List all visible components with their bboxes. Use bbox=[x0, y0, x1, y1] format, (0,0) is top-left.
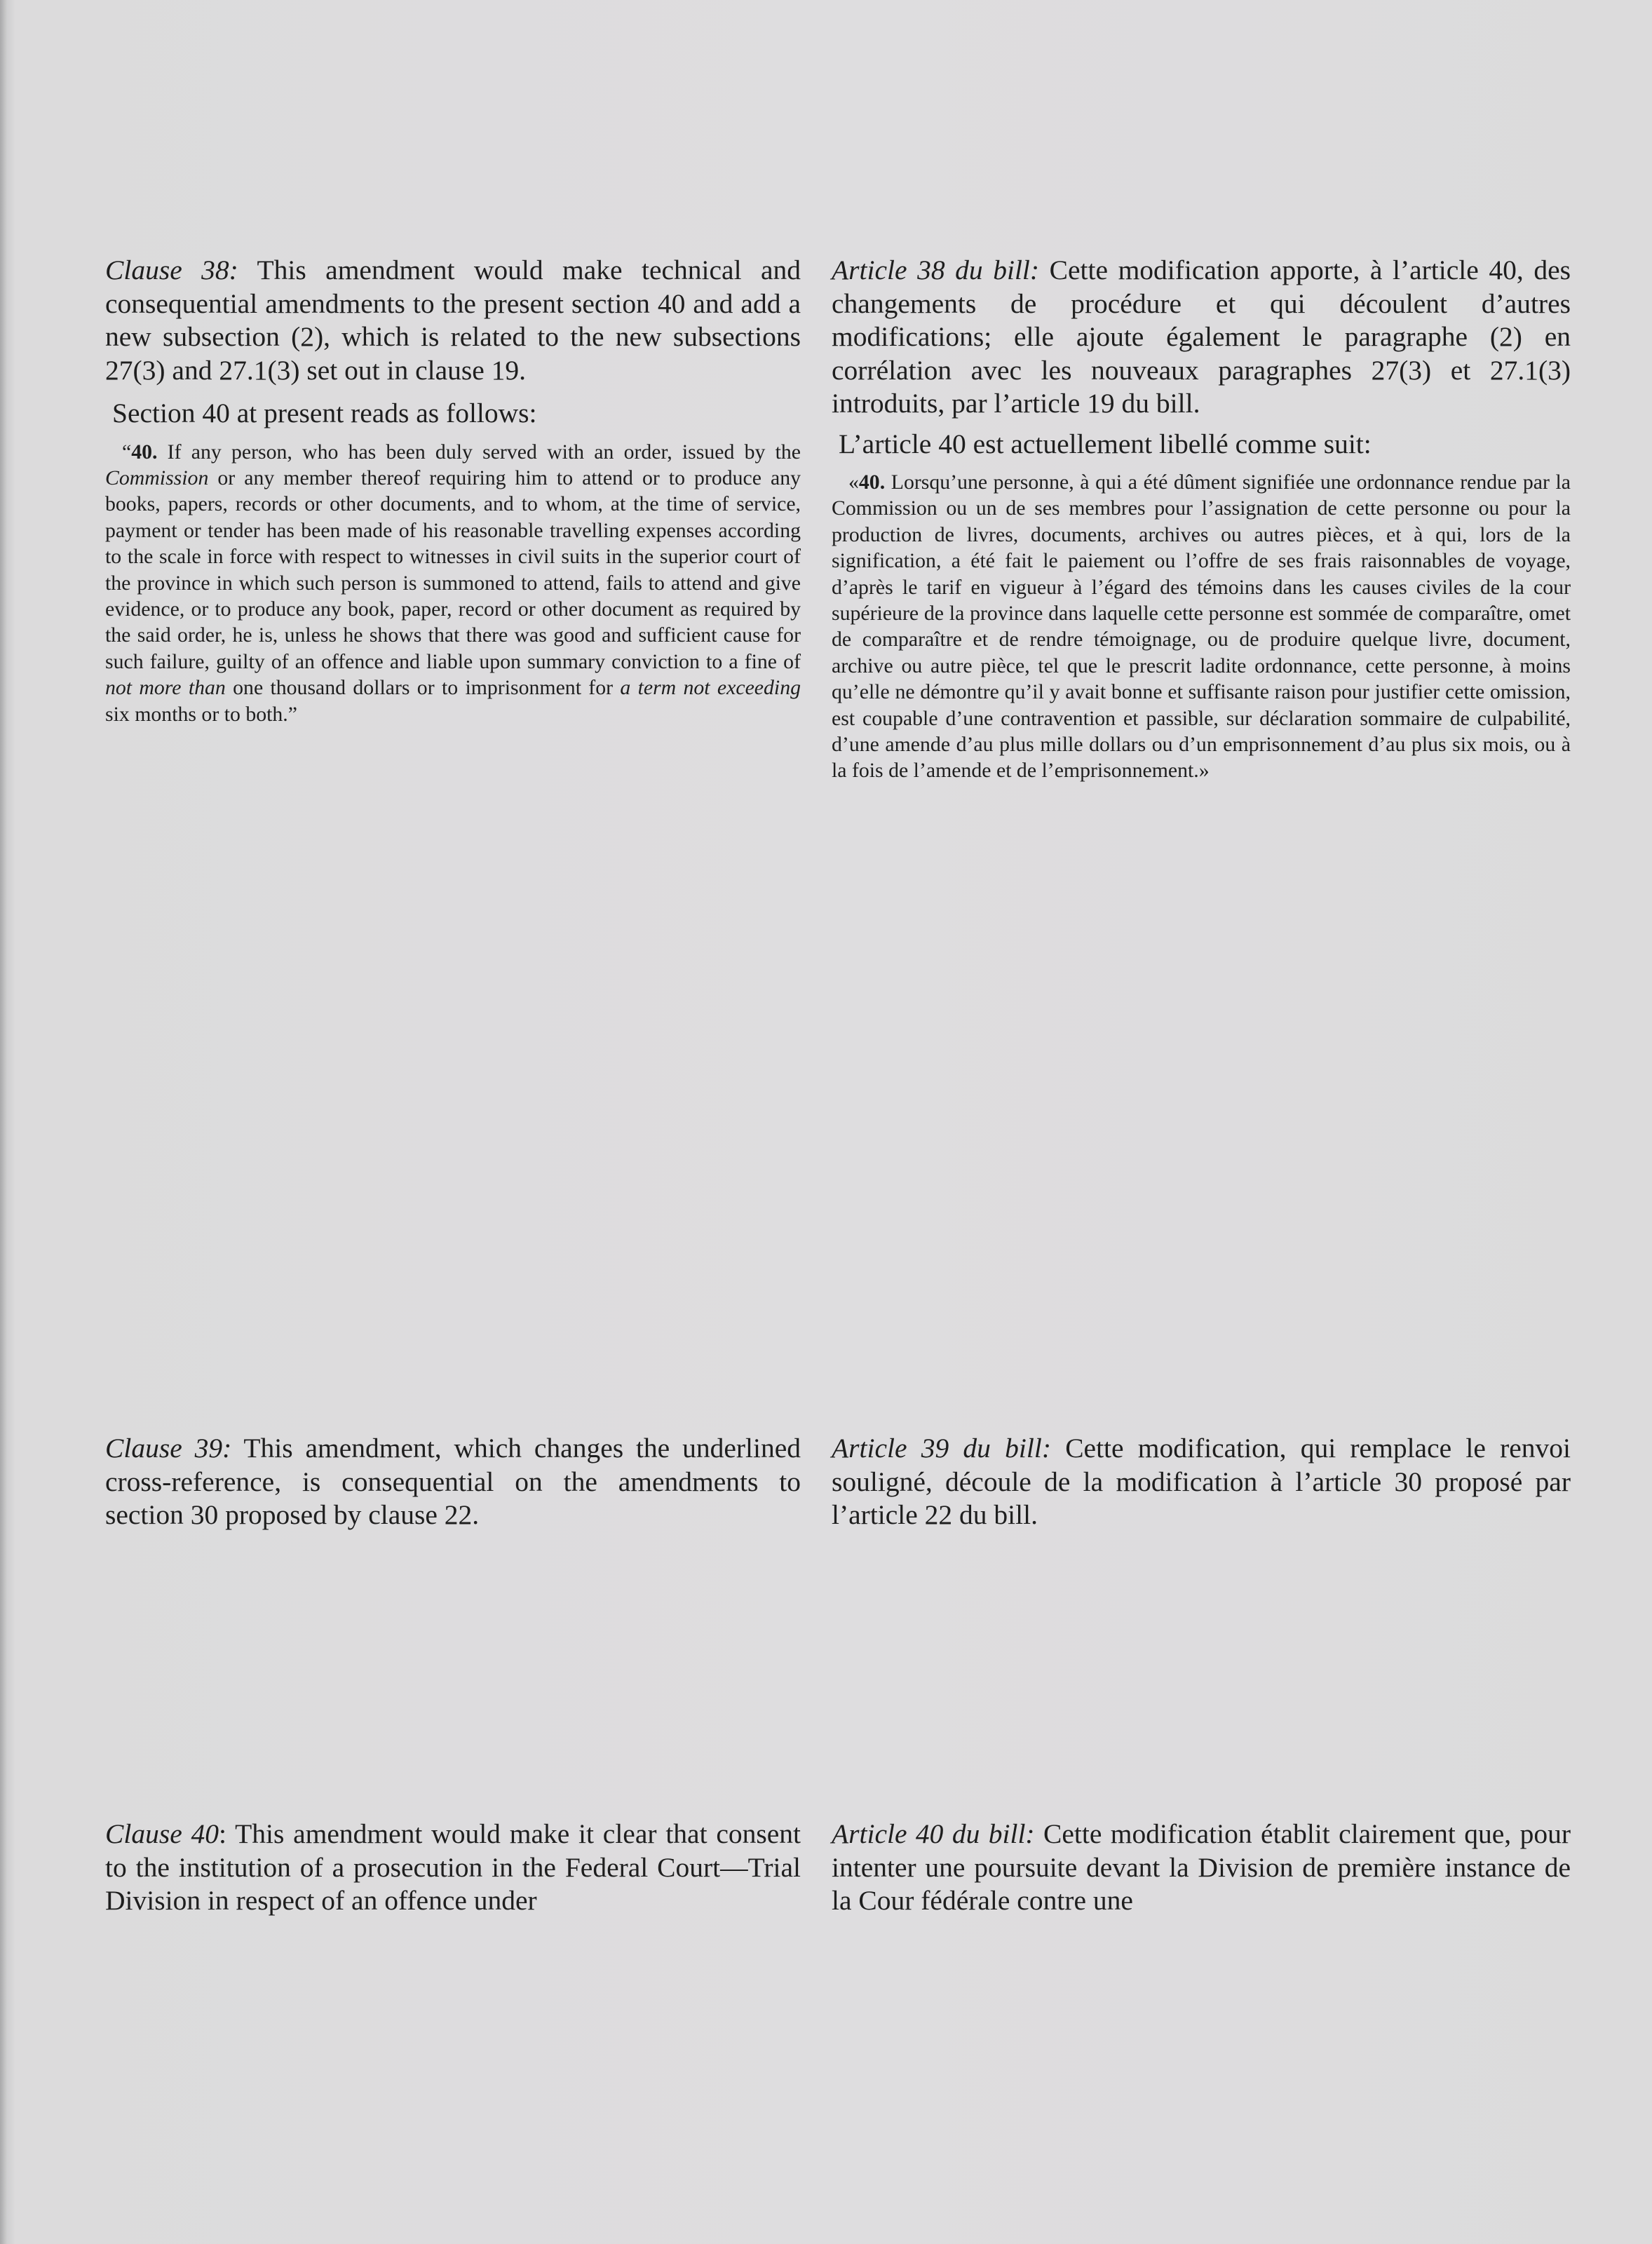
section-number: 40. bbox=[858, 471, 886, 494]
section-number: 40. bbox=[131, 440, 158, 464]
clause-38-fr-text: Cette modification apporte, à l’article 40, des changements de procédure et qui découlent d’autres modifications; elle ajoute également le paragraphe (2) en corrélation avec les nouveaux paragraphes 27(3) et 27.1(3) introduits, par l’article 19 du bill. bbox=[832, 255, 1571, 419]
clause-39-en-label: Clause 39: bbox=[105, 1433, 232, 1464]
quote-italic-not-more-than: not more than bbox=[105, 676, 226, 700]
clause-38-fr-quote bbox=[832, 469, 1571, 784]
clause-38-en-label: Clause 38: bbox=[105, 255, 238, 285]
clause-40-fr-paragraph bbox=[832, 1818, 1571, 1918]
clause-38-en bbox=[105, 254, 801, 727]
quote-open-mark: « bbox=[848, 471, 859, 494]
clause-38-en-intro: Section 40 at present reads as follows: bbox=[112, 398, 537, 428]
clause-38-fr-label: Article 38 du bill: bbox=[832, 255, 1040, 285]
clause-40-fr-text: Cette modification établit clairement que, pour intenter une poursuite devant la Division de première instance de la Cour fédérale contre une bbox=[832, 1818, 1571, 1916]
clause-39-fr bbox=[832, 1432, 1571, 1532]
clause-40-en-label: Clause 40 bbox=[105, 1818, 219, 1849]
quote-italic-term: a term not exceeding bbox=[620, 676, 801, 700]
quote-italic-commission: Commission bbox=[105, 466, 209, 489]
quote-text: Lorsqu’une personne, à qui a été dûment signifiée une ordonnance rendue par la Commission ou un de ses membres pour l’assignation de cette personne ou pour la production de livres, documents, archives ou autres pièces, et à qui, lors de la signification, a été fait le paiement ou l’offre de ses frais raisonnables de voyage, d’après le tarif en vigueur à l’égard des témoins dans les causes civiles de la cour supérieure de la province dans laquelle cette personne est sommée de comparaître, omet de comparaître et de rendre témoignage, ou de produire quelque livre, document, archive ou autre pièce, tel que le prescrit ladite ordonnance, cette personne, à moins qu’elle ne démontre qu’il y avait bonne et suffisante raison pour justifier cette omission, est coupable d’une contravention et passible, sur déclaration sommaire de culpabilité, d’une amende d’au plus mille dollars ou d’un emprisonnement d’au plus six mois, ou à la fois de l’amende et de l’emprisonnement.» bbox=[832, 471, 1571, 783]
clause-38-en-quote bbox=[105, 439, 801, 727]
clause-39-en-paragraph bbox=[105, 1432, 801, 1532]
quote-text-1: If any person, who has been duly served with an order, issued by the bbox=[157, 440, 801, 464]
clause-39-fr-paragraph bbox=[832, 1432, 1571, 1532]
clause-40-fr bbox=[832, 1818, 1571, 1918]
clause-38-fr bbox=[832, 254, 1571, 784]
clause-38-fr-paragraph bbox=[832, 254, 1571, 421]
quote-text-3: one thousand dollars or to imprisonment for bbox=[225, 676, 621, 700]
clause-40-fr-label: Article 40 du bill: bbox=[832, 1818, 1035, 1849]
clause-38-en-text: This amendment would make technical and consequential amendments to the present section 40 and add a new subsection (2), which is related to the new subsections 27(3) and 27.1(3) set out in clause 19. bbox=[105, 255, 801, 386]
clause-40-en-paragraph bbox=[105, 1818, 801, 1918]
clause-39-en bbox=[105, 1432, 801, 1532]
quote-text-2: or any member thereof requiring him to attend or to produce any books, papers, records or other documents, and to whom, at the time of service, payment or tender has been made of his reasonable travelling expenses according to the scale in force with respect to witnesses in civil suits in the superior court of the province in which such person is summoned to attend, fails to attend and give evidence, or to produce any book, paper, record or other document as required by the said order, he is, unless he shows that there was good and sufficient cause for such failure, guilty of an offence and liable upon summary conviction to a fine of bbox=[105, 466, 801, 673]
clause-40-en-text: : This amendment would make it clear that consent to the institution of a prosecution in the Federal Court—Trial Division in respect of an offence under bbox=[105, 1818, 801, 1916]
clause-38-fr-intro: L’article 40 est actuellement libellé comme suit: bbox=[839, 428, 1372, 459]
clause-40-en bbox=[105, 1818, 801, 1918]
quote-open-mark: “ bbox=[122, 440, 132, 464]
clause-39-fr-label: Article 39 du bill: bbox=[832, 1433, 1051, 1464]
quote-text-4: six months or to both.” bbox=[105, 702, 297, 726]
clause-39-en-text: This amendment, which changes the underlined cross-reference, is consequential on the amendments to section 30 proposed by clause 22. bbox=[105, 1433, 801, 1530]
clause-38-en-paragraph bbox=[105, 254, 801, 387]
clause-39-fr-text: Cette modification, qui remplace le renvoi souligné, découle de la modification à l’article 30 proposé par l’article 22 du bill. bbox=[832, 1433, 1571, 1530]
